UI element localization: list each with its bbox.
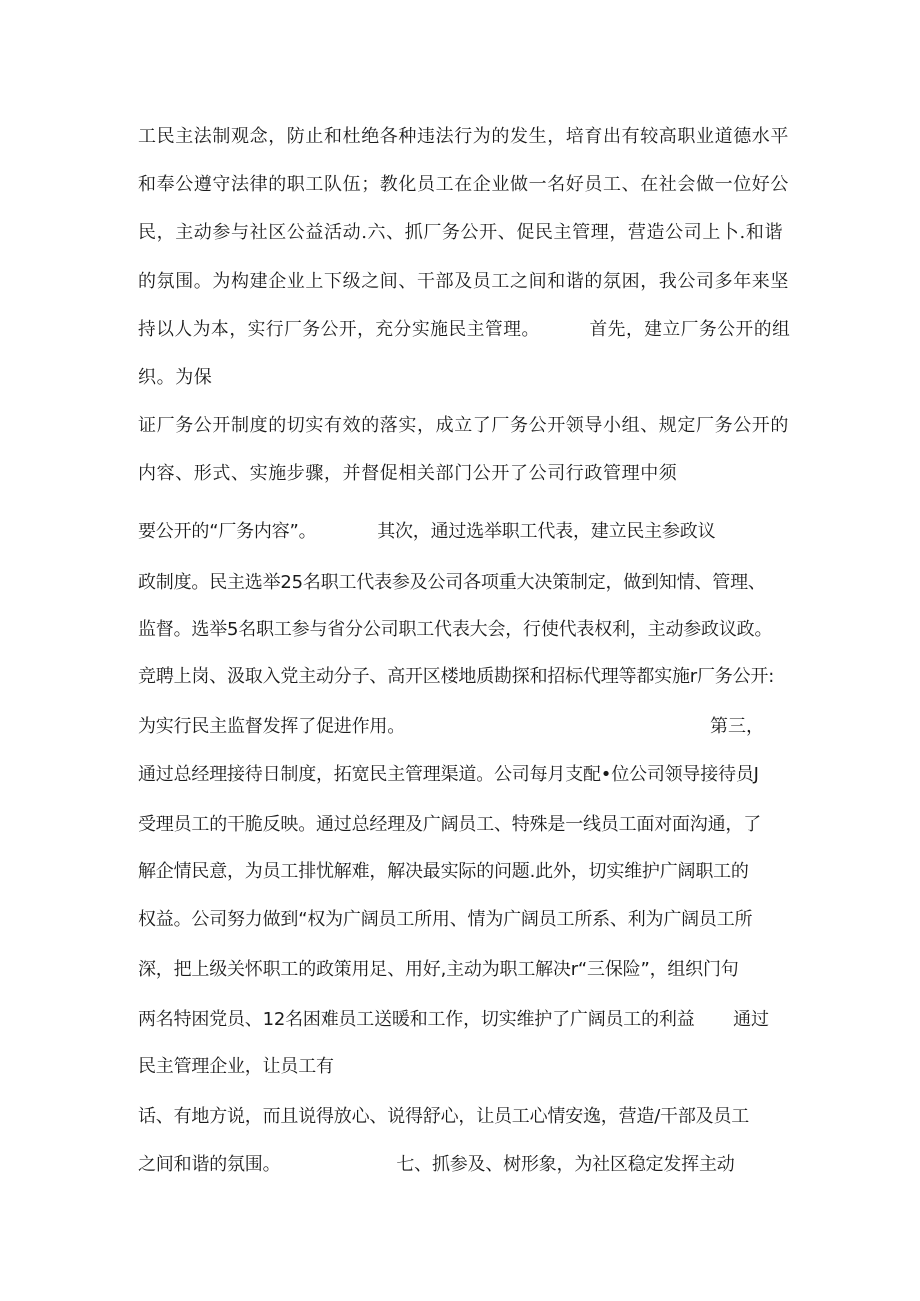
text-line: 监督。选举5名职工参与省分公司职工代表大会，行使代表权利，主动参政议政。 xyxy=(138,619,773,640)
text-line: 内容、形式、实施步骤，并督促相关部门公开了公司行政管理中须 xyxy=(138,463,678,484)
text-line: 两名特困党员、12名困难员工送暖和工作，切实维护了广阔员工的利益 通过 xyxy=(138,1009,769,1030)
text-line: 权益。公司努力做到“权为广阔员工所用、情为广阔员工所系、利为广阔员工所 xyxy=(138,909,753,930)
text-line: 政制度。民主选举25名职工代表参及公司各项重大决策制定，做到知情、管理、 xyxy=(138,572,766,593)
text-line: 证厂务公开制度的切实有效的落实，成立了厂务公开领导小组、规定厂务公开的 xyxy=(138,415,789,436)
text-line: 民，主动参与社区公益活动.六、抓厂务公开、促民主管理，营造公司上卜.和谐 xyxy=(138,222,784,243)
text-line: 之间和谐的氛围。 七、抓参及、树形象，为社区稳定发挥主动 xyxy=(138,1154,735,1175)
text-fragment-right: 第三， xyxy=(710,716,764,737)
text-line: 要公开的“厂务内容”。 其次，通过选举职工代表，建立民主参政议 xyxy=(138,521,716,542)
text-line: 解企情民意，为员工排忧解难，解决最实际的问题.此外，切实维护广阔职工的 xyxy=(138,861,749,882)
text-line: 和奉公遵守法律的职工队伍；教化员工在企业做一名好员工、在社会做一位好公 xyxy=(138,174,789,195)
text-line: 的氛围。为构建企业上下级之间、干部及员工之间和谐的氛困，我公司多年来坚 xyxy=(138,271,789,292)
text-line: 通过总经理接待日制度，拓宽民主管理渠道。公司每月支配•位公司领导接待员J xyxy=(138,764,759,785)
text-line: 受理员工的干脆反映。通过总经理及广阔员工、特殊是一线员工面对面沟通，了 xyxy=(138,814,761,835)
text-line: 深，把上级关怀职工的政策用足、用好,主动为职工解决r“三保险”，组织门句 xyxy=(138,959,739,980)
text-line: 工民主法制观念，防止和杜绝各种违法行为的发生，培育出有较高职业道德水平 xyxy=(138,126,789,147)
text-line: 话、有地方说，而且说得放心、说得舒心，让员工心情安逸，营造/干部及员工 xyxy=(138,1106,750,1127)
text-line: 为实行民主监督发挥了促进作用。 xyxy=(138,716,405,737)
text-line: 竞聘上岗、汲取入党主动分子、高开区楼地质勘探和招标代理等都实施r厂务公开: xyxy=(138,666,775,687)
text-line: 民主管理企业，让员工有 xyxy=(138,1056,334,1077)
text-line: 织。为保 xyxy=(138,367,213,388)
text-line: 持以人为本，实行厂务公开，充分实施民主管理。 首先，建立厂务公开的组 xyxy=(138,319,791,340)
